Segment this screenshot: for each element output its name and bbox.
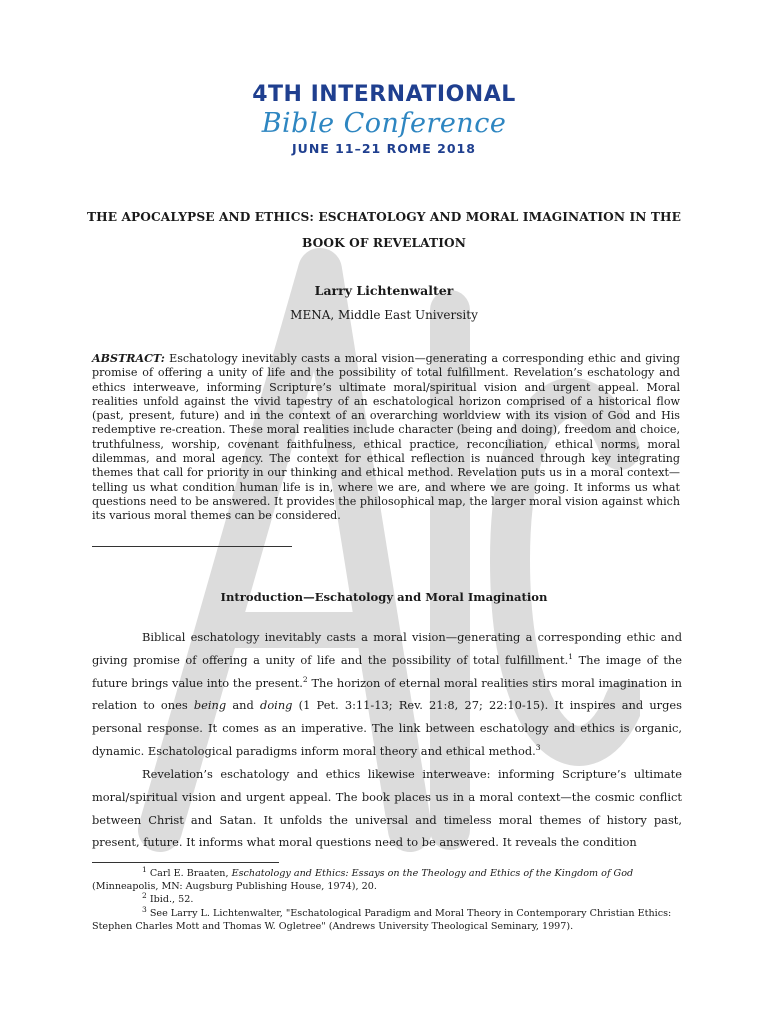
paper-title: THE APOCALYPSE AND ETHICS: ESCHATOLOGY AND MORAL IMAGINATION IN THE BOOK OF REVELATION — [86, 210, 682, 250]
p1-text-b: The image of the future brings value into the present. — [92, 652, 682, 690]
section-heading: Introduction—Eschatology and Moral Imagination — [220, 590, 548, 604]
footnote-1-text-b: (Minneapolis, MN: Augsburg Publishing House, 1974), 20. — [92, 881, 377, 893]
footnote-1-text-a: Carl E. Braaten, — [146, 868, 232, 879]
abstract-divider — [92, 546, 292, 547]
p1-emphasis-being: being — [193, 698, 227, 713]
conference-logo — [250, 82, 518, 168]
logo-line-3: JUNE 11–21 ROME 2018 — [292, 141, 476, 156]
logo-line-1: 4TH INTERNATIONAL — [252, 82, 516, 107]
footnote-3 — [92, 904, 682, 933]
footnote-number-2: 2 — [142, 891, 147, 901]
p1-text-a: Biblical eschatology inevitably casts a moral vision—generating a corresponding ethic and giving promise of offering a unity of life and the possibility of total fulfillment. — [92, 630, 682, 667]
abstract-label: ABSTRACT: — [92, 352, 165, 365]
footnotes — [92, 864, 682, 933]
footnote-1 — [92, 864, 682, 893]
footnote-1-book-title: Eschatology and Ethics: Essays on the Theology and Ethics of the Kingdom of God — [231, 868, 634, 879]
footnote-ref-1[interactable]: 1 — [568, 652, 573, 661]
body-paragraph-1 — [92, 626, 682, 763]
logo-line-2: Bible Conference — [261, 108, 507, 139]
p1-text-d: and — [226, 698, 261, 713]
p1-emphasis-doing: doing — [260, 698, 293, 713]
footnote-number-3: 3 — [142, 904, 147, 914]
footnote-2 — [92, 893, 682, 906]
abstract-text: Eschatology inevitably casts a moral vision—generating a corresponding ethic and giving promise of offering a unity of life and the possibility of total fulfillment. Revelation’s eschatology and ethics interweave, informing Scripture’s ultimate moral/spiritual vision and urgent appeal. Moral realities unfold against the vivid tapestry of an eschatological horizon comprised of a historical flow (past, present, future) and in the context of an overarching worldview with its vision of God and His redemptive re-creation. These moral realities include character (being and doing), freedom and choice, truthfulness, worship, covenant faithfulness, ethical practice, reconciliation, ethical norms, moral dilemmas, and moral agency. The context for ethical reflection is nuanced through key integrating themes that call for priority in our thinking and ethical method. Revelation puts us in a moral context—telling us what condition human life is in, where we are, and where we are going. It informs us what questions need to be answered. It provides the philosophical map, the larger moral vision against which its various moral themes can be considered. — [92, 352, 680, 523]
author-name: Larry Lichtenwalter — [314, 283, 454, 298]
footnote-ref-3[interactable]: 3 — [535, 743, 541, 753]
footnote-2-text: Ibid., 52. — [146, 894, 194, 906]
footnote-divider — [92, 862, 279, 863]
p1-text-e: (1 Pet. 3:11-13; Rev. 21:8, 27; 22:10-15). It inspires and urges personal response. It comes as an imperative. The link between eschatology and ethics is organic, dynamic. Eschatological paradigms inform moral theory and ethical method. — [92, 698, 682, 758]
abstract — [92, 352, 680, 524]
footnote-number-1: 1 — [142, 864, 147, 874]
author-affiliation: MENA, Middle East University — [290, 308, 478, 322]
footnote-ref-2[interactable]: 2 — [302, 674, 308, 684]
p1-text-c: The horizon of eternal moral realities stirs moral imagination in relation to ones — [92, 675, 682, 713]
footnote-3-text: See Larry L. Lichtenwalter, "Eschatological Paradigm and Moral Theory in Contemporary Christian Ethics: Stephen Charles Mott and Thomas W. Ogletree" (Andrews University Theological Seminary, 1997). — [92, 907, 672, 932]
body-paragraph-2: Revelation’s eschatology and ethics likewise interweave: informing Scripture’s ultimate moral/spiritual vision and urgent appeal. The book places us in a moral context—the cosmic conflict between Christ and Satan. It unfolds the universal and timeless moral themes of history past, present, future. It informs what moral questions need to be answered. It reveals the condition — [92, 767, 682, 850]
